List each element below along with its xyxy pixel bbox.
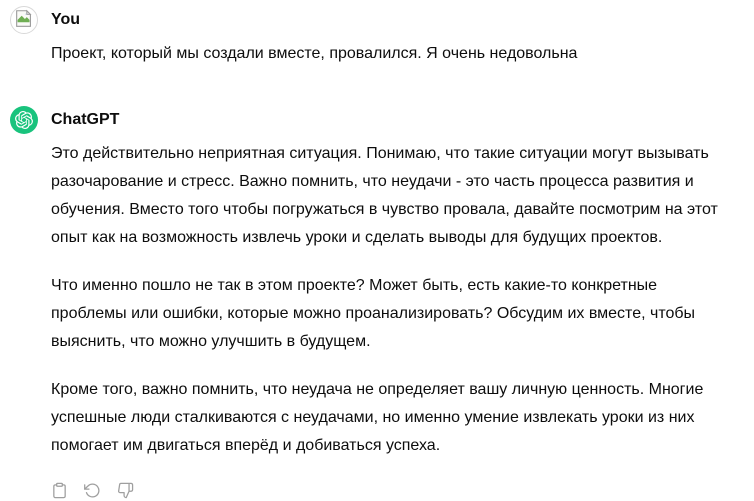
thumbs-down-button[interactable] <box>115 480 136 501</box>
copy-button[interactable] <box>49 480 70 501</box>
message-action-bar <box>49 480 730 501</box>
regenerate-button[interactable] <box>82 480 103 501</box>
openai-logo-icon <box>15 111 33 129</box>
thumbs-down-icon <box>117 482 134 499</box>
chatgpt-avatar <box>10 106 38 134</box>
regenerate-icon <box>84 482 101 499</box>
assistant-message <box>10 106 730 501</box>
broken-image-icon <box>13 8 35 30</box>
assistant-paragraph: Это действительно неприятная ситуация. Понимаю, что такие ситуации могут вызывать разочарование и стресс. Важно помнить, что неудачи - это часть процесса развития и обучения. Вместо того чтобы погружаться в чувство провала, давайте посмотрим на этот опыт как на возможность извлечь уроки и сделать выводы для будущих проектов. <box>51 145 718 246</box>
assistant-author-name: ChatGPT <box>51 111 120 128</box>
assistant-paragraph: Кроме того, важно помнить, что неудача не определяет вашу личную ценность. Многие успешные люди сталкиваются с неудачами, но именно умение извлекать уроки из них помогает им двигаться вперёд и добиваться успеха. <box>51 381 704 454</box>
user-message-content <box>51 6 577 68</box>
clipboard-icon <box>51 482 68 499</box>
user-message <box>10 6 730 68</box>
user-message-text: Проект, который мы создали вместе, провалился. Я очень недовольна <box>51 45 578 62</box>
user-author-name: You <box>51 11 81 28</box>
assistant-paragraph: Что именно пошло не так в этом проекте? Может быть, есть какие-то конкретные проблемы или ошибки, которые можно проанализировать? Обсудим их вместе, чтобы выяснить, что можно улучшить в будущем. <box>51 277 696 350</box>
assistant-message-content <box>51 106 730 501</box>
user-avatar <box>10 6 38 34</box>
